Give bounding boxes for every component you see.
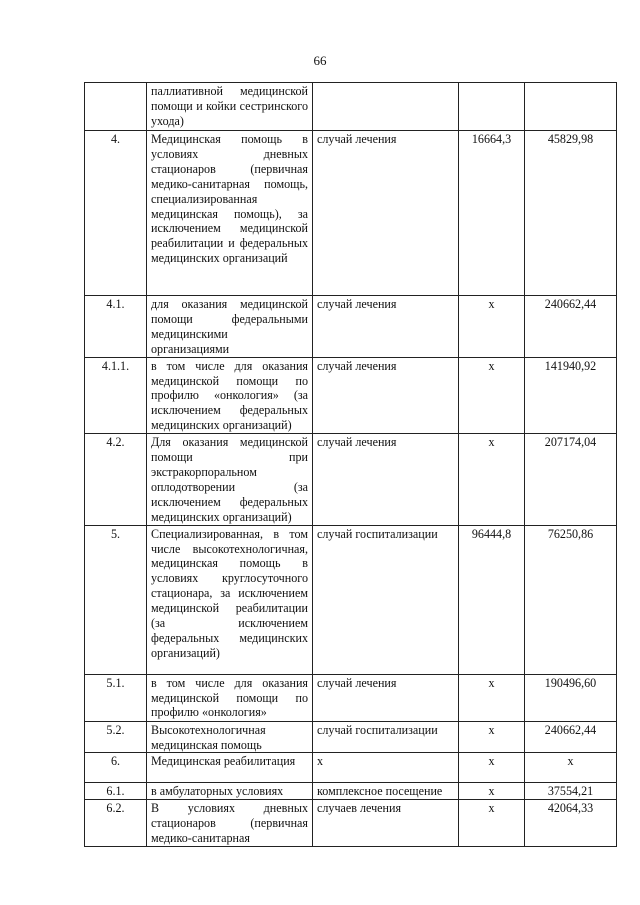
row-description: паллиативной медицинской помощи и койки сестринского ухода) <box>147 83 313 131</box>
row-cost: 42064,33 <box>525 800 617 847</box>
row-unit: случай лечения <box>313 296 459 358</box>
row-number: 6. <box>85 753 147 783</box>
table-row <box>85 721 617 753</box>
row-number: 5.2. <box>85 721 147 753</box>
row-cost: 141940,92 <box>525 357 617 434</box>
row-unit: случай лечения <box>313 357 459 434</box>
row-cost: 76250,86 <box>525 525 617 674</box>
page-number: 66 <box>313 53 327 68</box>
table-row <box>85 131 617 296</box>
row-unit: x <box>313 753 459 783</box>
row-number: 4.1.1. <box>85 357 147 434</box>
row-unit: случай лечения <box>313 131 459 296</box>
row-cost: 207174,04 <box>525 434 617 525</box>
row-description: Специализированная, в том числе высокотехнологичная, медицинская помощь в условиях круглосуточного стационара, за исключением медицинской реабилитации (за исключением федеральных медицинских организаций) <box>147 525 313 674</box>
row-description: Медицинская реабилитация <box>147 753 313 783</box>
table-row <box>85 296 617 358</box>
row-number: 5.1. <box>85 674 147 721</box>
row-cost <box>525 83 617 131</box>
row-cost: 190496,60 <box>525 674 617 721</box>
row-unit: случай госпитализации <box>313 525 459 674</box>
row-norm: 16664,3 <box>459 131 525 296</box>
row-norm: 96444,8 <box>459 525 525 674</box>
row-description: в амбулаторных условиях <box>147 783 313 800</box>
row-number: 4.2. <box>85 434 147 525</box>
row-description: в том числе для оказания медицинской помощи по профилю «онкология» (за исключением федеральных медицинских организаций) <box>147 357 313 434</box>
table-row <box>85 753 617 783</box>
row-cost: 45829,98 <box>525 131 617 296</box>
row-unit: случаев лечения <box>313 800 459 847</box>
row-cost: 240662,44 <box>525 296 617 358</box>
row-unit: случай госпитализации <box>313 721 459 753</box>
row-number: 4. <box>85 131 147 296</box>
table-row <box>85 83 617 131</box>
row-description: Медицинская помощь в условиях дневных стационаров (первичная медико-санитарная помощь, специализированная медицинская помощь), за исключением медицинской реабилитации и федеральных медицинских организаций <box>147 131 313 296</box>
table-row <box>85 783 617 800</box>
row-number: 6.2. <box>85 800 147 847</box>
row-number <box>85 83 147 131</box>
financing-norms-table <box>84 82 617 847</box>
row-unit: случай лечения <box>313 434 459 525</box>
row-description: Для оказания медицинской помощи при экстракорпоральном оплодотворении (за исключением федеральных медицинских организаций) <box>147 434 313 525</box>
row-norm: x <box>459 296 525 358</box>
row-norm: x <box>459 674 525 721</box>
row-unit: случай лечения <box>313 674 459 721</box>
row-norm: x <box>459 434 525 525</box>
row-cost: x <box>525 753 617 783</box>
row-number: 6.1. <box>85 783 147 800</box>
row-norm <box>459 83 525 131</box>
row-norm: x <box>459 357 525 434</box>
table-row <box>85 434 617 525</box>
row-unit <box>313 83 459 131</box>
row-norm: x <box>459 753 525 783</box>
table-row <box>85 357 617 434</box>
table-row <box>85 674 617 721</box>
row-description: для оказания медицинской помощи федеральными медицинскими организациями <box>147 296 313 358</box>
row-description: Высокотехнологичная медицинская помощь <box>147 721 313 753</box>
row-description: в том числе для оказания медицинской помощи по профилю «онкология» <box>147 674 313 721</box>
row-number: 5. <box>85 525 147 674</box>
row-norm: x <box>459 800 525 847</box>
row-norm: x <box>459 721 525 753</box>
row-cost: 240662,44 <box>525 721 617 753</box>
table-row <box>85 525 617 674</box>
row-description: В условиях дневных стационаров (первичная медико-санитарная <box>147 800 313 847</box>
row-norm: x <box>459 783 525 800</box>
table-row <box>85 800 617 847</box>
row-cost: 37554,21 <box>525 783 617 800</box>
row-number: 4.1. <box>85 296 147 358</box>
row-unit: комплексное посещение <box>313 783 459 800</box>
